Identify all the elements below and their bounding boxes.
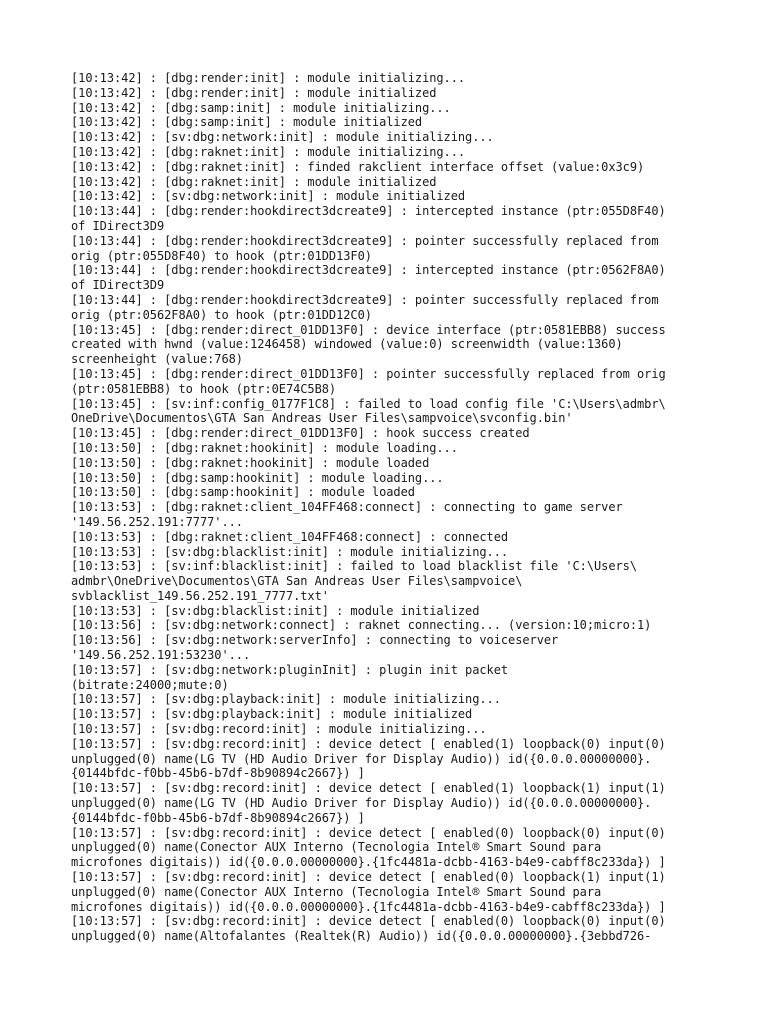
log-line: [10:13:42] : [dbg:render:init] : module initializing... [71,71,466,85]
log-line: [10:13:50] : [dbg:raknet:hookinit] : module loading... [71,440,458,455]
log-line: [10:13:53] : [sv:dbg:blacklist:init] : module initializing... [71,544,509,559]
log-line: [10:13:53] : [sv:dbg:blacklist:init] : module initialized [71,603,480,618]
log-line: [10:13:42] : [dbg:raknet:init] : module initialized [71,174,437,189]
log-line: {0144bfdc-f0bb-45b6-b7df-8b90894c2667}) ] [71,810,365,825]
log-line: unplugged(0) name(Altofalantes (Realtek(R) Audio)) id({0.0.0.00000000}.{3ebbd726- [71,929,652,944]
log-line: [10:13:42] : [dbg:render:init] : module initialized [71,85,437,100]
log-line: unplugged(0) name(Conector AUX Interno (Tecnologia Intel® Smart Sound para [71,884,602,899]
log-line: [10:13:42] : [sv:dbg:network:init] : module initializing... [71,130,494,145]
log-line: [10:13:53] : [dbg:raknet:client_104FF468:connect] : connecting to game server [71,500,623,515]
log-line: [10:13:57] : [sv:dbg:record:init] : device detect [ enabled(1) loopback(0) input(0) [71,736,666,751]
log-line: '149.56.252.191:7777'... [71,514,243,529]
log-line: OneDrive\Documentos\GTA San Andreas User Files\sampvoice\svconfig.bin' [71,411,573,426]
log-line: [10:13:42] : [dbg:samp:init] : module initialized [71,115,423,130]
log-line: [10:13:42] : [dbg:raknet:init] : finded rakclient interface offset (value:0x3c9) [71,159,645,174]
log-line: {0144bfdc-f0bb-45b6-b7df-8b90894c2667}) ] [71,766,365,781]
log-line: [10:13:45] : [dbg:render:direct_01DD13F0] : hook success created [71,426,530,441]
log-line: screenheight (value:768) [71,352,243,367]
log-line: microfones digitais)) id({0.0.0.00000000}.{1fc4481a-dcbb-4163-b4e9-cabff8c233da}) ] [71,855,666,870]
log-line: [10:13:45] : [sv:inf:config_0177F1C8] : failed to load config file 'C:\Users\admbr\ [71,396,666,411]
log-line: of IDirect3D9 [71,218,165,233]
log-line: microfones digitais)) id({0.0.0.00000000}.{1fc4481a-dcbb-4163-b4e9-cabff8c233da}) ] [71,899,666,914]
log-line: of IDirect3D9 [71,278,165,293]
log-line: unplugged(0) name(LG TV (HD Audio Driver for Display Audio)) id({0.0.0.00000000}. [71,796,652,811]
log-line: [10:13:42] : [sv:dbg:network:init] : module initialized [71,189,466,204]
log-line: orig (ptr:0562F8A0) to hook (ptr:01DD12C0) [71,307,372,322]
log-line: [10:13:57] : [sv:dbg:record:init] : device detect [ enabled(0) loopback(0) input(0) [71,914,666,929]
log-line: [10:13:50] : [dbg:samp:hookinit] : module loaded [71,485,415,500]
log-line: [10:13:44] : [dbg:render:hookdirect3dcreate9] : intercepted instance (ptr:055D8F40) [71,204,666,219]
log-line: unplugged(0) name(Conector AUX Interno (Tecnologia Intel® Smart Sound para [71,840,602,855]
log-line: [10:13:44] : [dbg:render:hookdirect3dcreate9] : pointer successfully replaced from [71,292,659,307]
log-line: [10:13:57] : [sv:dbg:network:pluginInit] : plugin init packet [71,662,509,677]
log-line: [10:13:42] : [dbg:samp:init] : module initializing... [71,100,451,115]
log-line: [10:13:57] : [sv:dbg:playback:init] : module initialized [71,707,473,722]
log-line: [10:13:50] : [dbg:raknet:hookinit] : module loaded [71,455,430,470]
log-line: [10:13:56] : [sv:dbg:network:serverInfo] : connecting to voiceserver [71,633,559,648]
log-line: [10:13:57] : [sv:dbg:playback:init] : module initializing... [71,692,501,707]
log-line: [10:13:53] : [sv:inf:blacklist:init] : failed to load blacklist file 'C:\Users\ [71,559,638,574]
log-line: [10:13:44] : [dbg:render:hookdirect3dcreate9] : pointer successfully replaced from [71,233,659,248]
log-line: unplugged(0) name(LG TV (HD Audio Driver for Display Audio)) id({0.0.0.00000000}. [71,751,652,766]
log-line: [10:13:56] : [sv:dbg:network:connect] : raknet connecting... (version:10;micro:1) [71,618,652,633]
log-line: (ptr:0581EBB8) to hook (ptr:0E74C5B8) [71,381,337,396]
log-line: [10:13:42] : [dbg:raknet:init] : module initializing... [71,144,466,159]
log-line: [10:13:57] : [sv:dbg:record:init] : device detect [ enabled(0) loopback(0) input(0) [71,825,666,840]
log-line: admbr\OneDrive\Documentos\GTA San Andreas User Files\sampvoice\ [71,574,523,589]
log-line: '149.56.252.191:53230'... [71,648,251,663]
log-line: (bitrate:24000;mute:0) [71,677,229,692]
log-line: [10:13:45] : [dbg:render:direct_01DD13F0] : pointer successfully replaced from orig [71,366,666,381]
log-line: [10:13:45] : [dbg:render:direct_01DD13F0] : device interface (ptr:0581EBB8) success [71,322,666,337]
log-line: created with hwnd (value:1246458) windowed (value:0) screenwidth (value:1360) [71,337,623,352]
log-line: [10:13:57] : [sv:dbg:record:init] : device detect [ enabled(0) loopback(1) input(1) [71,870,666,885]
log-line: [10:13:57] : [sv:dbg:record:init] : device detect [ enabled(1) loopback(1) input(1) [71,781,666,796]
log-line: [10:13:44] : [dbg:render:hookdirect3dcreate9] : intercepted instance (ptr:0562F8A0) [71,263,666,278]
log-line: svblacklist_149.56.252.191_7777.txt' [71,588,329,603]
log-line: orig (ptr:055D8F40) to hook (ptr:01DD13F0) [71,248,372,263]
log-line: [10:13:53] : [dbg:raknet:client_104FF468:connect] : connected [71,529,509,544]
log-text-block [71,71,697,944]
log-line: [10:13:50] : [dbg:samp:hookinit] : module loading... [71,470,444,485]
log-line: [10:13:57] : [sv:dbg:record:init] : module initializing... [71,722,487,737]
